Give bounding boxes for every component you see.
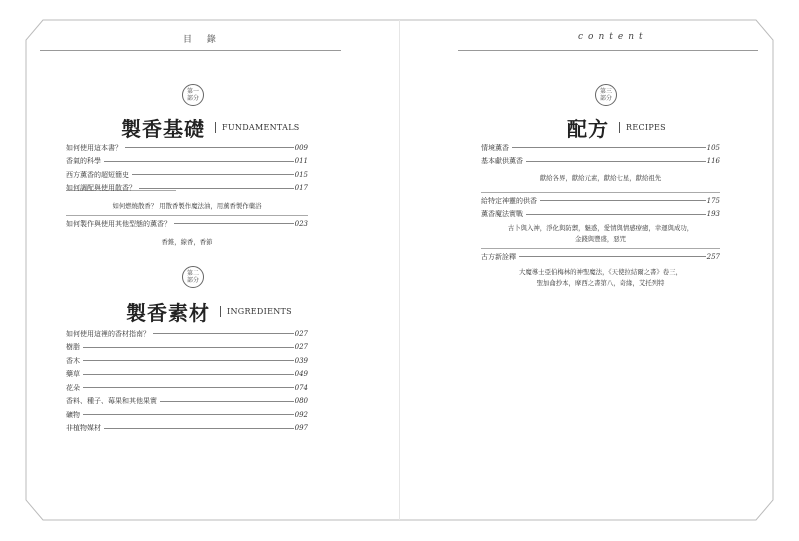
toc-item[interactable]	[66, 408, 308, 422]
toc-leader	[526, 161, 706, 162]
part3-toc	[481, 141, 720, 289]
toc-leader	[83, 360, 294, 361]
toc-item[interactable]	[66, 327, 308, 341]
toc-item-title: 藥草	[66, 370, 80, 379]
toc-leader	[125, 147, 294, 148]
badge-line: 第三	[599, 88, 612, 95]
toc-leader	[174, 223, 294, 224]
toc-leader	[153, 333, 294, 334]
toc-item[interactable]	[66, 395, 308, 409]
toc-item-title: 如何使用這裡的香材指南？	[66, 329, 150, 338]
toc-item-page: 080	[294, 397, 308, 406]
toc-subtopics: 香錐，線香，香節	[161, 237, 213, 246]
toc-item-title: 給特定神靈的供香	[481, 196, 537, 205]
toc-leader	[139, 188, 294, 189]
toc-item-title: 古方新詮釋	[481, 252, 516, 261]
toc-item-page: 074	[294, 383, 308, 392]
toc-item[interactable]	[66, 354, 308, 368]
toc-leader	[83, 414, 294, 415]
badge-line: 部分	[186, 277, 199, 284]
part1-title-en: FUNDAMENTALS	[222, 123, 300, 132]
toc-leader	[526, 214, 706, 215]
toc-leader	[104, 428, 294, 429]
toc-leader	[540, 200, 706, 201]
toc-item-page: 011	[294, 157, 308, 166]
part1-badge	[182, 84, 204, 106]
toc-leader	[519, 256, 706, 257]
toc-item-title: 薰香魔法實戰	[481, 210, 523, 219]
toc-item-title: 礦物	[66, 410, 80, 419]
toc-item-title: 情境薰香	[481, 143, 509, 152]
badge-line: 第一	[186, 88, 199, 95]
toc-leader	[83, 387, 294, 388]
toc-divider	[481, 192, 720, 193]
toc-item[interactable]	[481, 250, 720, 264]
toc-item-page: 092	[294, 410, 308, 419]
toc-item[interactable]	[66, 168, 308, 182]
toc-leader	[160, 401, 294, 402]
toc-subtopics: 古卜與入神，淨化與防禦，魅惑，愛情與情感療癒，幸運與成功，	[507, 224, 694, 232]
toc-item[interactable]	[66, 422, 308, 436]
toc-item-title: 香料、種子、莓果和其他果實	[66, 397, 157, 406]
badge-line: 部分	[599, 95, 612, 102]
toc-item-title: 如何使用這本書？	[66, 143, 122, 152]
toc-item[interactable]	[66, 182, 308, 196]
toc-subtopics: 聖加侖抄本，摩西之書第八，奇緣，艾托列特	[536, 278, 665, 287]
toc-item-page: 039	[294, 356, 308, 365]
part2-toc	[66, 327, 308, 435]
toc-leader	[83, 347, 294, 348]
toc-item-title: 基本獻供薰香	[481, 157, 523, 166]
header-rule-right	[458, 50, 758, 51]
toc-leader	[104, 161, 294, 162]
toc-item[interactable]	[66, 368, 308, 382]
part3-badge	[595, 84, 617, 106]
toc-item-title: 非植物媒材	[66, 424, 101, 433]
toc-item[interactable]	[66, 381, 308, 395]
toc-item-title: 西方薰香的超短簡史	[66, 170, 129, 179]
part2-title-en: INGREDIENTS	[227, 307, 292, 316]
title-separator	[220, 306, 221, 317]
part2-badge	[182, 266, 204, 288]
toc-item-page: 017	[294, 184, 308, 193]
toc-item[interactable]	[481, 155, 720, 169]
part2-title	[126, 297, 292, 326]
toc-item-title: 如何調配與使用散香？	[66, 184, 136, 193]
part2-title-zh: 製香素材	[126, 301, 210, 325]
toc-item-page: 015	[294, 170, 308, 179]
toc-leader	[512, 147, 706, 148]
header-rule-left	[40, 50, 341, 51]
title-separator	[619, 122, 620, 133]
toc-item-page: 257	[706, 252, 720, 261]
toc-item-title: 樹脂	[66, 343, 80, 352]
toc-item[interactable]	[481, 208, 720, 222]
toc-item-page: 116	[706, 157, 720, 166]
badge-line: 部分	[186, 95, 199, 102]
part1-title-zh: 製香基礎	[121, 117, 205, 141]
toc-item-page: 193	[706, 210, 720, 219]
toc-item-page: 027	[294, 343, 308, 352]
toc-item-title: 香氣的科學	[66, 157, 101, 166]
title-separator	[215, 122, 216, 133]
toc-item-title: 香木	[66, 356, 80, 365]
badge-line: 第二	[186, 270, 199, 277]
part1-toc	[66, 141, 308, 248]
part3-title	[567, 113, 666, 142]
toc-item-page: 175	[706, 196, 720, 205]
toc-item[interactable]	[66, 141, 308, 155]
toc-item[interactable]	[66, 341, 308, 355]
toc-item-page: 023	[294, 219, 308, 228]
header-contents-title: 目 錄	[183, 35, 222, 45]
toc-item[interactable]	[66, 217, 308, 231]
part1-title	[121, 113, 300, 142]
toc-subtopics: 金錢與豐盛，惡咒	[574, 235, 627, 243]
toc-divider	[66, 215, 308, 216]
toc-subtopics: 大魔導士亞伯梅林的神聖魔法，《天使拉結爾之書》卷三，	[519, 267, 682, 276]
toc-item[interactable]	[481, 194, 720, 208]
toc-item-page: 009	[294, 143, 308, 152]
toc-item-title: 如何製作與使用其他型態的薰香？	[66, 219, 171, 228]
part3-title-zh: 配方	[567, 117, 609, 141]
toc-leader	[83, 374, 294, 375]
header-content-title: content	[578, 32, 648, 42]
toc-divider	[481, 248, 720, 249]
toc-item-page: 105	[706, 143, 720, 152]
toc-subtopics: 獻給各界，獻給元素，獻給七星，獻給祖先	[539, 174, 662, 182]
part3-title-en: RECIPES	[626, 123, 666, 132]
toc-item-page: 027	[294, 329, 308, 338]
toc-item-page: 097	[294, 424, 308, 433]
toc-leader	[132, 174, 294, 175]
toc-item-page: 049	[294, 370, 308, 379]
toc-item-title: 花朵	[66, 383, 80, 392]
toc-item[interactable]	[66, 155, 308, 169]
toc-item[interactable]	[481, 141, 720, 155]
toc-subtopics: 如何燃燒散香？ 用散香製作魔法油，用薰香製作藥浴	[112, 202, 262, 210]
